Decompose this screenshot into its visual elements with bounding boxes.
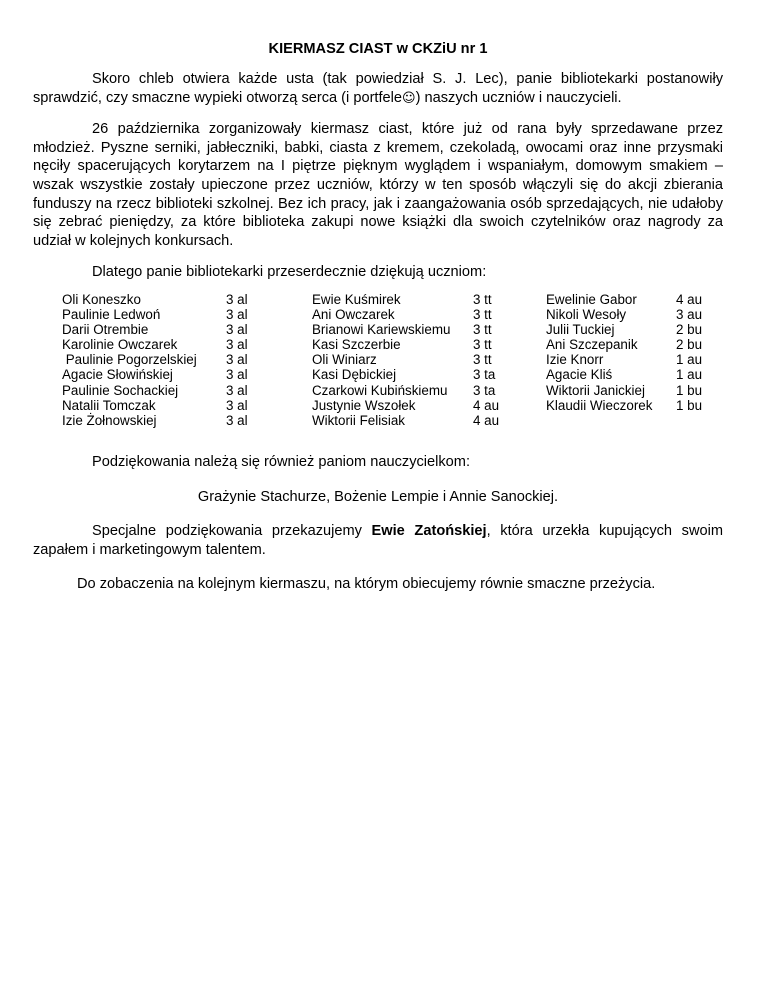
student-name: Izie Knorr bbox=[546, 352, 604, 368]
student-class: 4 au bbox=[473, 397, 500, 413]
student-class: 2 bu bbox=[676, 337, 703, 353]
student-name: Julii Tuckiej bbox=[546, 322, 615, 338]
student-name: Ewie Kuśmirek bbox=[312, 291, 401, 307]
student-class: 3 al bbox=[226, 352, 248, 368]
intro-paragraph bbox=[33, 70, 723, 108]
special-thanks-paragraph bbox=[33, 522, 723, 559]
student-class: 3 ta bbox=[473, 382, 496, 398]
student-class: 3 al bbox=[226, 291, 248, 307]
student-class: 3 tt bbox=[473, 307, 492, 323]
student-name: Kasi Dębickiej bbox=[312, 367, 397, 383]
student-name: Justynie Wszołek bbox=[312, 397, 416, 413]
student-name: Wiktorii Janickiej bbox=[546, 382, 645, 398]
student-class: 1 au bbox=[676, 352, 703, 368]
teachers-thanks-intro: Podziękowania należą się również paniom nauczycielkom: bbox=[92, 453, 471, 470]
students-column-2-classes bbox=[473, 292, 499, 428]
students-column-3-classes bbox=[676, 292, 702, 413]
students-column-3-names bbox=[546, 292, 652, 413]
student-name: Klaudii Wieczorek bbox=[546, 397, 653, 413]
student-name: Paulinie Pogorzelskiej bbox=[62, 352, 197, 368]
student-name: Wiktorii Felisiak bbox=[312, 412, 405, 428]
student-class: 3 al bbox=[226, 367, 248, 383]
students-thanks-intro: Dlatego panie bibliotekarki przeserdecznie dziękują uczniom: bbox=[92, 264, 487, 281]
student-class: 3 al bbox=[226, 322, 248, 338]
student-class: 3 ta bbox=[473, 367, 496, 383]
student-class: 3 tt bbox=[473, 322, 492, 338]
student-name: Paulinie Sochackiej bbox=[62, 382, 179, 398]
student-class: 4 au bbox=[676, 291, 703, 307]
student-class: 3 tt bbox=[473, 337, 492, 353]
student-class: 3 al bbox=[226, 397, 248, 413]
student-name: Paulinie Ledwoń bbox=[62, 307, 161, 323]
student-class: 2 bu bbox=[676, 322, 703, 338]
students-column-1-classes bbox=[226, 292, 248, 428]
intro-text-start: Skoro chleb otwiera każde usta (tak powiedział S. J. Lec), panie bibliotekarki postanowiły sprawdzić, czy smaczne wypieki otworzą serca (i portfele bbox=[33, 71, 723, 106]
student-class: 1 bu bbox=[676, 397, 703, 413]
students-column-2-names bbox=[312, 292, 450, 428]
student-class: 3 au bbox=[676, 307, 703, 323]
student-class: 1 bu bbox=[676, 382, 703, 398]
intro-text-end: ) naszych uczniów i nauczycieli. bbox=[415, 89, 622, 106]
farewell-paragraph: Do zobaczenia na kolejnym kiermaszu, na którym obiecujemy równie smaczne przeżycia. bbox=[77, 576, 656, 593]
student-name: Nikoli Wesoły bbox=[546, 307, 627, 323]
student-name: Oli Koneszko bbox=[62, 291, 141, 307]
teachers-list: Grażynie Stachurze, Bożenie Lempie i Annie Sanockiej. bbox=[197, 488, 559, 505]
student-name: Darii Otrembie bbox=[62, 322, 149, 338]
student-name: Ewelinie Gabor bbox=[546, 291, 637, 307]
student-name: Brianowi Kariewskiemu bbox=[312, 322, 451, 338]
event-paragraph: 26 października zorganizowały kiermasz ciast, które już od rana były sprzedawane przez młodzież. Pyszne serniki, jabłeczniki, babki, ciasta z kremem, czekoladą, owocami oraz inne przysmaki nęciły spacerujących korytarzem na I piętrze pięknym wyglądem i wspaniałym, domowym smakiem – wszak wszystkie zostały upieczone przez uczniów, którzy w ten sposób włączyli się do akcji zbierania funduszy na rzecz biblioteki szkolnej. Bez ich pracy, jak i zaangażowania osób sprzedających, nie udałoby się zebrać pieniędzy, za które biblioteka zakupi nowe książki dla swoich czytelników oraz nagrody za udział w kolejnych konkursach. bbox=[33, 121, 723, 249]
student-name: Kasi Szczerbie bbox=[312, 337, 401, 353]
document-page bbox=[33, 40, 723, 594]
document-title: KIERMASZ CIAST w CKZiU nr 1 bbox=[268, 41, 488, 57]
student-name: Karolinie Owczarek bbox=[62, 337, 178, 353]
students-column-1-names bbox=[62, 292, 197, 428]
student-class: 3 al bbox=[226, 412, 248, 428]
special-thanks-end: , która urzekła kupujących swoim zapałem i marketingowym talentem. bbox=[33, 523, 723, 558]
student-class: 3 tt bbox=[473, 352, 492, 368]
student-name: Czarkowi Kubińskiemu bbox=[312, 382, 448, 398]
special-thanks-start: Specjalne podziękowania przekazujemy bbox=[92, 523, 372, 540]
special-thanks-name: Ewie Zatońskiej bbox=[371, 523, 487, 540]
student-name: Ani Owczarek bbox=[312, 307, 395, 323]
student-name: Agacie Słowińskiej bbox=[62, 367, 173, 383]
student-class: 3 al bbox=[226, 382, 248, 398]
smiley-icon: ☺ bbox=[402, 90, 416, 106]
student-name: Ani Szczepanik bbox=[546, 337, 638, 353]
student-class: 3 al bbox=[226, 307, 248, 323]
student-class: 3 tt bbox=[473, 291, 492, 307]
student-name: Agacie Kliś bbox=[546, 367, 613, 383]
student-name: Izie Żołnowskiej bbox=[62, 412, 157, 428]
student-class: 4 au bbox=[473, 412, 500, 428]
students-list bbox=[33, 292, 723, 440]
student-name: Natalii Tomczak bbox=[62, 397, 156, 413]
student-class: 3 al bbox=[226, 337, 248, 353]
student-class: 1 au bbox=[676, 367, 703, 383]
student-name: Oli Winiarz bbox=[312, 352, 377, 368]
